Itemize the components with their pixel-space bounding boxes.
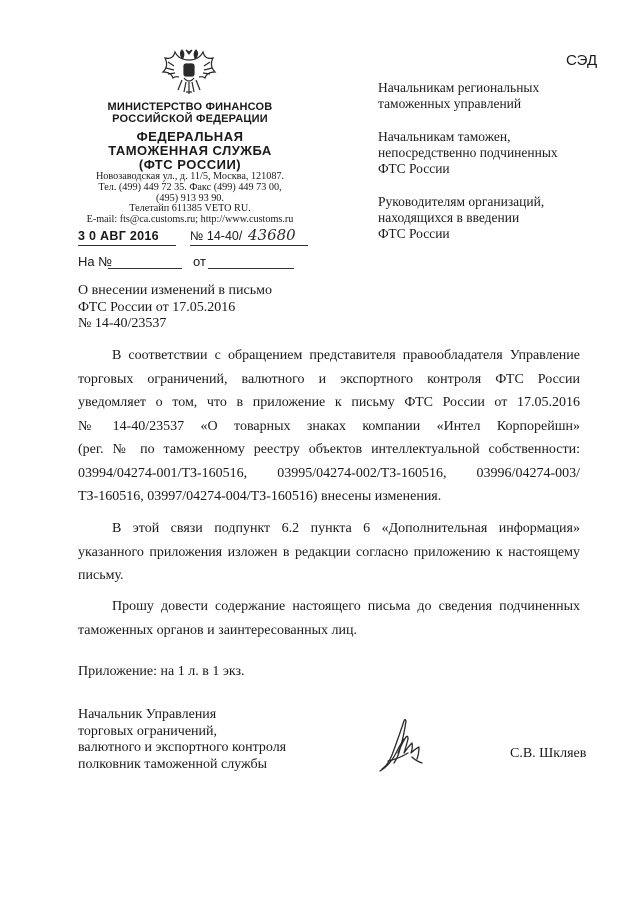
signatory-line: торговых ограничений, (78, 723, 218, 739)
body-line: таможенных органов и заинтересованных лиц. (78, 622, 357, 638)
addressee-line: ФТС России (378, 161, 450, 176)
registration-number-label: № 14-40/ (190, 229, 243, 243)
subject-line: О внесении изменений в письмо (78, 283, 272, 298)
service-line: (ФТС РОССИИ) (138, 157, 242, 172)
registration-date-stamp: 3 0 АВГ 2016 (78, 229, 159, 243)
letter-subject (78, 283, 272, 333)
service-line: ФЕДЕРАЛЬНАЯ (136, 129, 244, 144)
from-underline (208, 268, 294, 269)
addressee-line: Начальникам региональных (378, 80, 540, 95)
addressee-line: таможенных управлений (378, 96, 522, 111)
coat-of-arms-icon (160, 48, 218, 98)
body-paragraph (78, 344, 580, 509)
body-line: 03994/04274-001/ТЗ-160516, 03995/04274-002/ТЗ-160516, 03996/04274-003/ (78, 465, 580, 481)
address-line: Тел. (499) 449 72 35. Факс (499) 449 73 00, (98, 181, 282, 193)
body-line: письму. (78, 568, 124, 583)
body-line: (рег. № по таможенному реестру объектов интеллектуальной собственности: (78, 442, 580, 457)
body-line: уведомляет о том, что в приложение к письму ФТС России от 17.05.2016 (78, 395, 580, 410)
ministry-line: РОССИЙСКОЙ ФЕДЕРАЦИИ (112, 113, 268, 125)
date-underline (78, 245, 176, 246)
reply-to-label: На № (78, 254, 113, 269)
addressee-line: ФТС России (378, 226, 450, 241)
addressee-group (378, 80, 539, 112)
from-label: от (193, 254, 206, 269)
body-line: В соответствии с обращением представителя правообладателя Управление (112, 348, 580, 363)
ministry-line: МИНИСТЕРСТВО ФИНАНСОВ (107, 101, 273, 113)
signatory-title (78, 707, 286, 773)
addressee-group (378, 129, 558, 177)
address-line: Телетайп 611385 VETO RU. (129, 203, 251, 215)
body-line: указанного приложения изложен в редакции согласно приложению к настоящему (78, 544, 580, 560)
body-line: ТЗ-160516, 03997/04274-004/ТЗ-160516) внесены изменения. (78, 489, 442, 504)
service-name (70, 130, 310, 172)
addressee-line: непосредственно подчиненных (378, 145, 558, 160)
address-line: (495) 913 93 90. (156, 192, 224, 204)
number-underline (190, 245, 308, 246)
body-line: торговых ограничений, валютного и экспортного контроля ФТС России (78, 371, 580, 387)
signatory-line: Начальник Управления (78, 707, 217, 722)
address-line: Новозаводская ул., д. 11/5, Москва, 121087. (95, 171, 285, 182)
signatory-line: полковник таможенной службы (78, 756, 268, 772)
body-line: Прошу довести содержание настоящего письма до сведения подчиненных (112, 599, 580, 614)
addressee-line: Руководителям организаций, (378, 194, 545, 209)
addressee-line: находящихся в введении (378, 210, 520, 225)
addressee-group (378, 194, 544, 242)
signatory-name: С.В. Шкляев (510, 746, 587, 761)
addressee-line: Начальникам таможен, (378, 129, 511, 144)
registration-line (78, 226, 308, 249)
ministry-name (70, 101, 310, 125)
body-line: № 14-40/23537 «О товарных знаках компании «Интел Корпорейшн» (78, 418, 580, 434)
subject-line: ФТС России от 17.05.2016 (78, 299, 236, 315)
service-line: ТАМОЖЕННАЯ СЛУЖБА (108, 143, 272, 158)
signatory-line: валютного и экспортного контроля (78, 740, 287, 755)
sender-address (70, 172, 310, 226)
handwritten-signature-icon (374, 713, 430, 773)
address-line: E-mail: fts@ca.customs.ru; http://www.customs.ru (86, 214, 294, 226)
body-paragraph (78, 517, 580, 588)
registration-number-handwritten: 43680 (248, 226, 296, 244)
attachment-note: Приложение: на 1 л. в 1 экз. (78, 664, 245, 679)
document-system-mark: СЭД (566, 52, 598, 69)
body-paragraph (78, 595, 580, 642)
subject-line: № 14-40/23537 (78, 316, 167, 331)
body-line: В этой связи подпункт 6.2 пункта 6 «Дополнительная информация» (112, 521, 580, 536)
reply-to-underline (108, 268, 182, 269)
